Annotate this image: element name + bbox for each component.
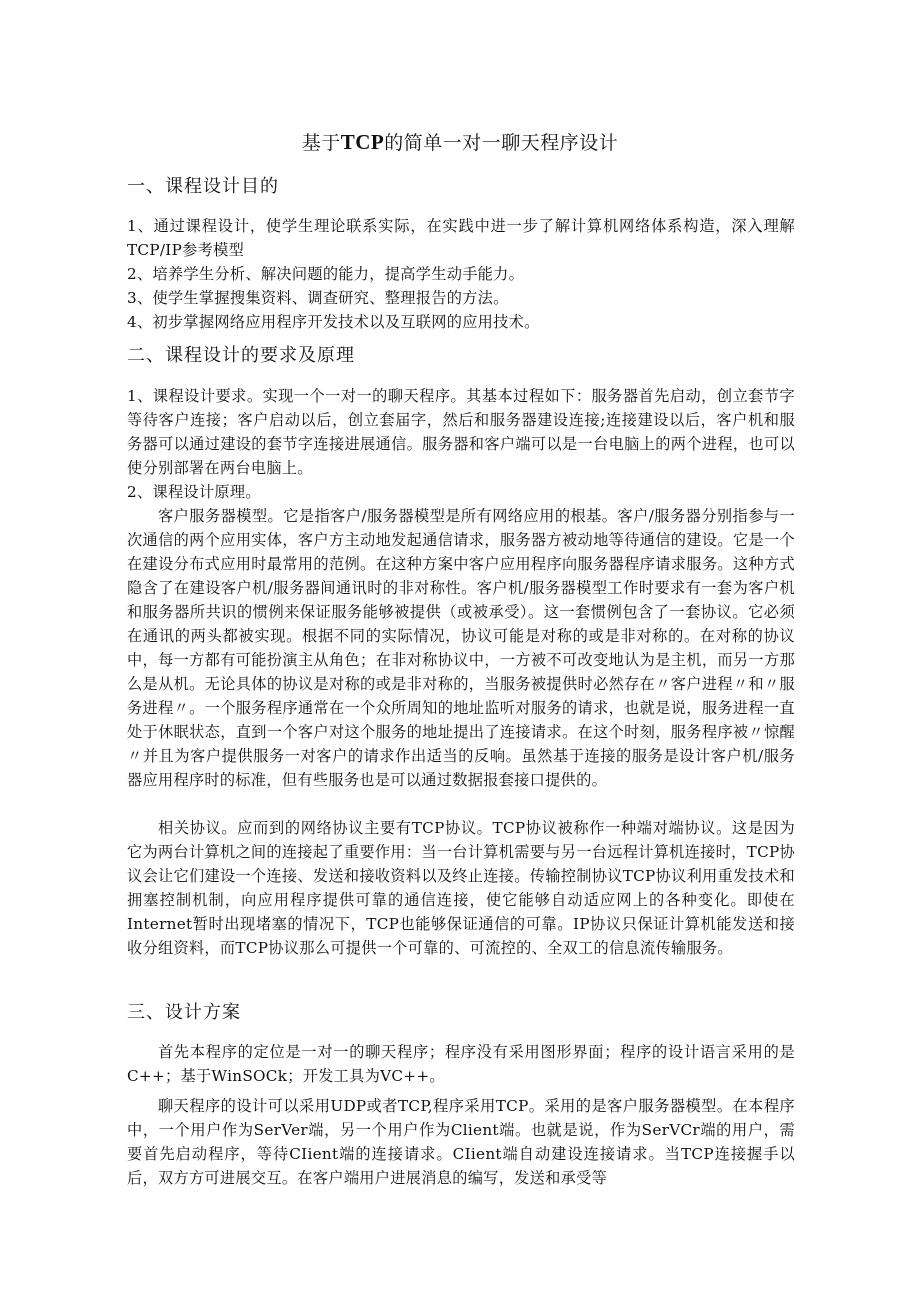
section-3-paragraph-2: 聊天程序的设计可以采用UDP或者TCP,程序采用TCP。采用的是客户服务器模型。在本程序中，一个用户作为SerVer端，另一个用户作为Client端。也就是说，作为SerVCr端的用户，需要首先启动程序，等待CIient端的连接请求。CIient端自动建设连接请求。当TCP连接握手以后，双方方可进展交互。在客户端用户进展消息的编写，发送和承受等 (127, 1097, 795, 1187)
title-suffix: 的简单一对一聊天程序设计 (384, 132, 619, 154)
section-1-item-3: 3、使学生掌握搜集资料、调查研究、整理报告的方法。 (127, 289, 509, 307)
title-bold: TCP (340, 130, 385, 154)
section-1-heading: 一、课程设计目的 (127, 176, 279, 197)
section-3-heading: 三、设计方案 (127, 1002, 241, 1023)
section-1-item-1: 1、通过课程设计，使学生理论联系实际，在实践中进一步了解计算机网络体系构造，深入理解TCP/IP参考模型 (127, 217, 795, 259)
section-1-item-4: 4、初步掌握网络应用程序开发技术以及互联网的应用技术。 (127, 313, 540, 331)
document-title (0, 128, 920, 157)
section-2-principle-paragraph-2: 相关协议。应而到的网络协议主要有TCP协议。TCP协议被称作一种端对端协议。这是因为它为两台计算机之间的连接起了重要作用：当一台计算机需要与另一台远程计算机连接时，TCP协议会让它们建设一个连接、发送和接收资料以及终止连接。传输控制协议TCP协议利用重发技术和拥塞控制机制，向应用程序提供可靠的通信连接，使它能够自动适应网上的各种变化。即使在Internet暂时出现堵塞的情况下，TCP也能够保证通信的可靠。IP协议只保证计算机能发送和接收分组资料，而TCP协议那么可提供一个可靠的、可流控的、全双工的信息流传输服务。 (127, 819, 795, 957)
section-2-principle-label: 2、课程设计原理。 (127, 483, 261, 501)
section-2-requirement: 1、课程设计要求。实现一个一对一的聊天程序。其基本过程如下：服务器首先启动，创立套节字等待客户连接；客户启动以后，创立套届字，然后和服务器建设连接;连接建设以后，客户机和服务器可以通过建设的套节字连接进展通信。服务器和客户端可以是一台电脑上的两个进程，也可以使分别部署在两台电脑上。 (127, 387, 795, 477)
section-3-paragraph-1: 首先本程序的定位是一对一的聊天程序；程序没有采用图形界面；程序的设计语言采用的是C++；基于WinSOCk；开发工具为VC++。 (127, 1043, 795, 1085)
section-2-heading: 二、课程设计的要求及原理 (127, 345, 355, 366)
section-2-principle-paragraph-1: 客户服务器模型。它是指客户/服务器模型是所有网络应用的根基。客户/服务器分别指参与一次通信的两个应用实体，客户方主动地发起通信请求，服务器方被动地等待通信的建设。它是一个在建设分布式应用时最常用的范例。在这种方案中客户应用程序向服务器程序请求服务。这种方式隐含了在建设客户机/服务器间通讯时的非对称性。客户机/服务器模型工作时要求有一套为客户机和服务器所共识的惯例来保证服务能够被提供（或被承受）。这一套惯例包含了一套协议。它必须在通讯的两头都被实现。根据不同的实际情况，协议可能是对称的或是非对称的。在对称的协议中，每一方都有可能扮演主从角色；在非对称协议中，一方被不可改变地认为是主机，而另一方那么是从机。无论具体的协议是对称的或是非对称的，当服务被提供时必然存在〃客户进程〃和〃服务进程〃。一个服务程序通常在一个众所周知的地址监听对服务的请求，也就是说，服务进程一直处于休眠状态，直到一个客户对这个服务的地址提出了连接请求。在这个时刻，服务程序被〃惊醒〃并且为客户提供服务一对客户的请求作出适当的反响。虽然基于连接的服务是设计客户机/服务器应用程序时的标准，但有些服务也是可以通过数据报套接口提供的。 (127, 507, 795, 789)
title-prefix: 基于 (301, 132, 341, 154)
section-1-item-2: 2、培养学生分析、解决问题的能力，提高学生动手能力。 (127, 265, 525, 283)
